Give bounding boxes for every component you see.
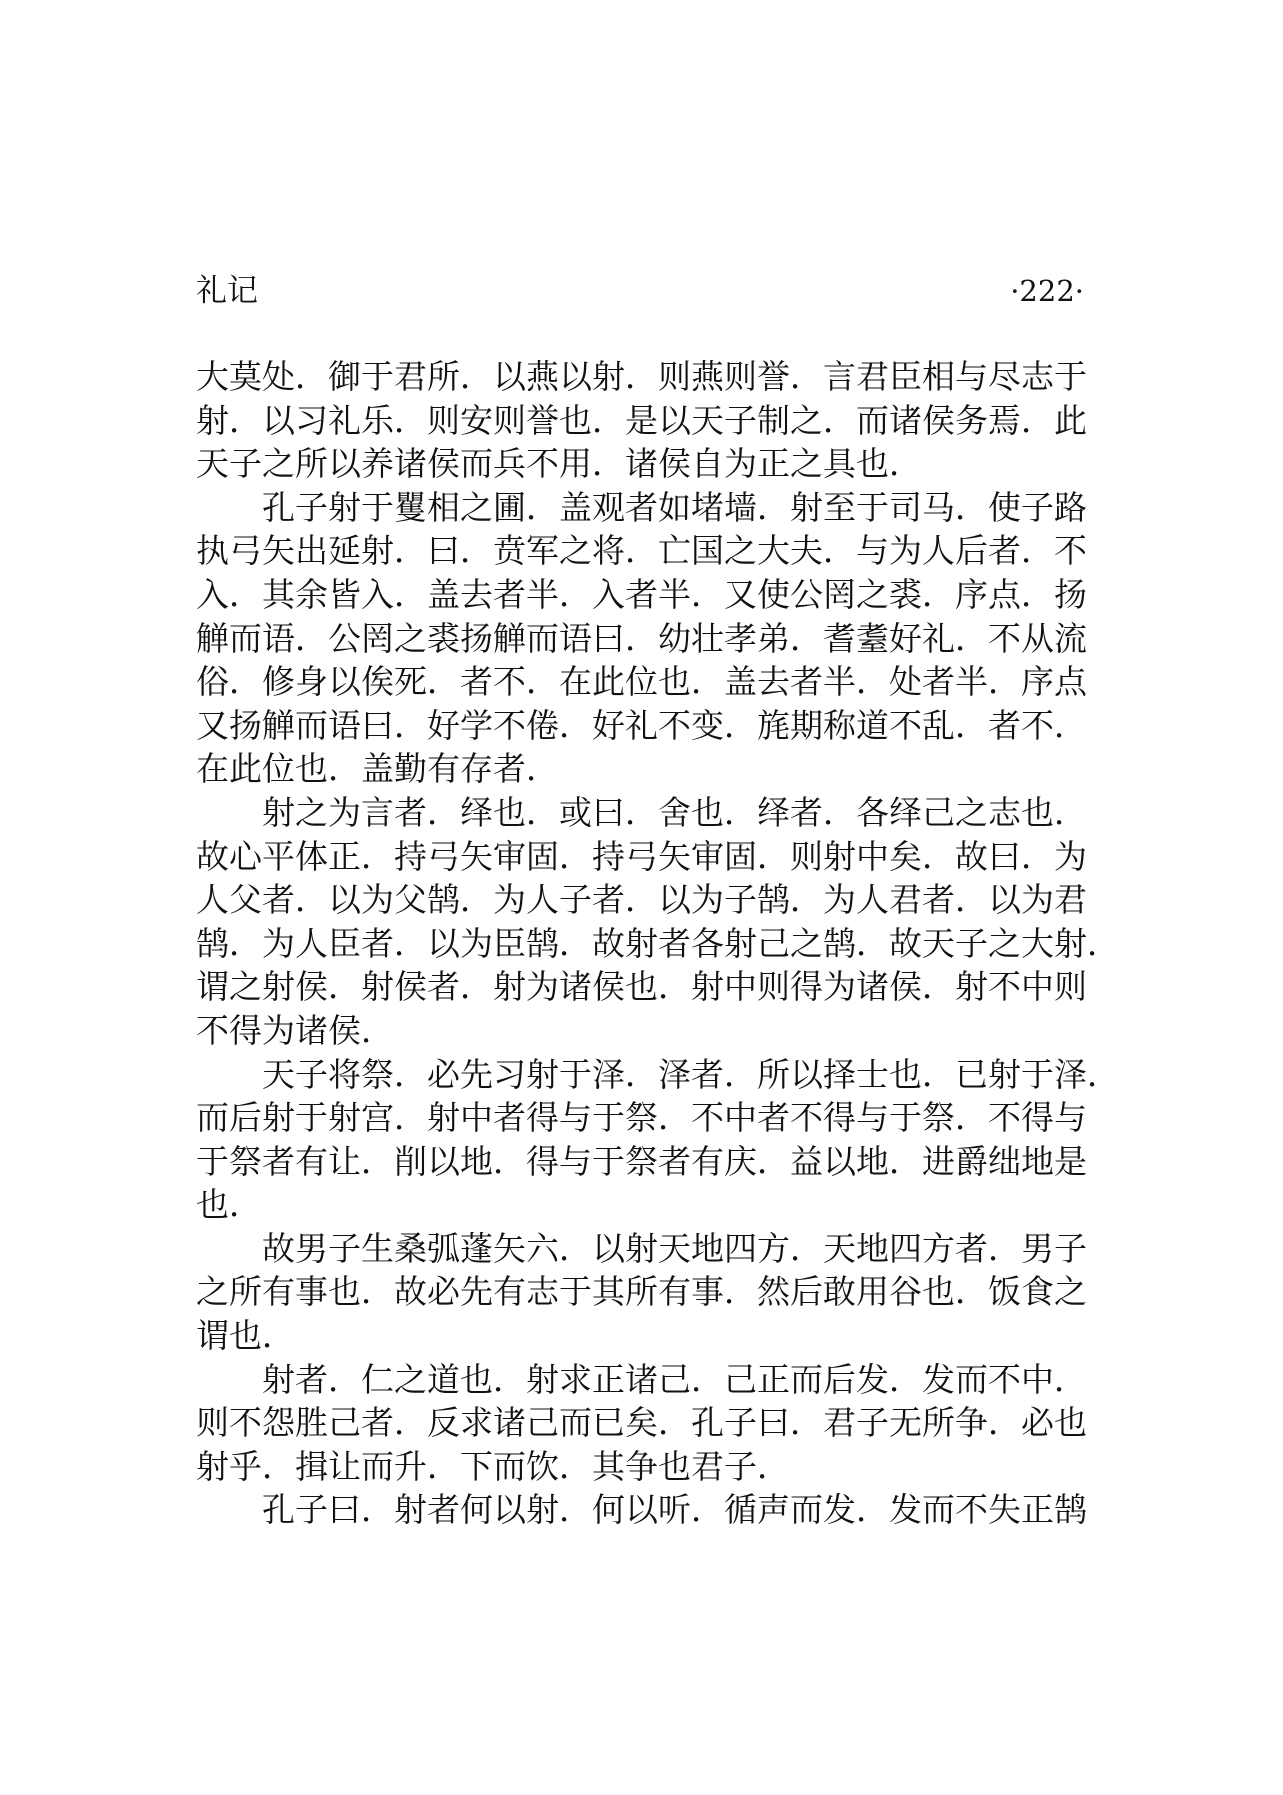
text-line: 射乎．揖让而升．下而饮．其争也君子． [196, 1446, 790, 1486]
running-head [196, 268, 1084, 314]
paragraph [196, 1488, 1096, 1532]
text-line: 天子之所以养诸侯而兵不用．诸侯自为正之具也． [196, 444, 922, 484]
text-line: 鹄．为人臣者．以为臣鹄．故射者各射己之鹄．故天子之大射． [196, 923, 1120, 963]
text-line: 孔子射于矍相之圃．盖观者如堵墙．射至于司马．使子路 [262, 487, 1087, 527]
paragraph [196, 1053, 1120, 1227]
text-line: 入．其余皆入．盖去者半．入者半．又使公罔之裘．序点．扬 [196, 574, 1087, 614]
text-line: 故男子生桑弧蓬矢六．以射天地四方．天地四方者．男子 [262, 1228, 1087, 1268]
text-line: 射之为言者．绎也．或曰．舍也．绎者．各绎己之志也． [262, 792, 1087, 832]
text-line: 孔子曰．射者何以射．何以听．循声而发．发而不失正鹄 [262, 1490, 1087, 1530]
text-line: 人父者．以为父鹄．为人子者．以为子鹄．为人君者．以为君 [196, 880, 1087, 920]
text-line: 在此位也．盖勤有存者． [196, 749, 559, 789]
paragraph [196, 355, 1096, 486]
text-line: 于祭者有让．削以地．得与于祭者有庆．益以地．进爵绌地是 [196, 1141, 1087, 1181]
text-line: 天子将祭．必先习射于泽．泽者．所以择士也．已射于泽． [262, 1054, 1120, 1094]
paragraph [196, 791, 1120, 1053]
text-line: 又扬觯而语曰．好学不倦．好礼不变．旄期称道不乱．者不． [196, 705, 1087, 745]
text-line: 也． [196, 1185, 262, 1225]
text-line: 执弓矢出延射．曰．贲军之将．亡国之大夫．与为人后者．不 [196, 531, 1087, 571]
text-line: 觯而语．公罔之裘扬觯而语曰．幼壮孝弟．耆耋好礼．不从流 [196, 618, 1087, 658]
text-line: 大莫处．御于君所．以燕以射．则燕则誉．言君臣相与尽志于 [196, 357, 1087, 396]
body-text [196, 355, 1120, 1532]
paragraph [196, 1358, 1096, 1489]
text-line: 不得为诸侯． [196, 1010, 394, 1050]
text-line: 谓也． [196, 1316, 295, 1356]
page-number: ·222· [1010, 274, 1084, 308]
text-line: 故心平体正．持弓矢审固．持弓矢审固．则射中矣．故曰．为 [196, 836, 1087, 876]
text-line: 俗．修身以俟死．者不．在此位也．盖去者半．处者半．序点 [196, 662, 1087, 702]
book-title: 礼记 [196, 273, 258, 309]
text-line: 射者．仁之道也．射求正诸己．己正而后发．发而不中． [262, 1359, 1087, 1399]
paragraph [196, 486, 1096, 791]
text-line: 则不怨胜己者．反求诸己而已矣．孔子曰．君子无所争．必也 [196, 1403, 1087, 1443]
text-line: 之所有事也．故必先有志于其所有事．然后敢用谷也．饭食之 [196, 1272, 1087, 1312]
text-line: 射．以习礼乐．则安则誉也．是以天子制之．而诸侯务焉．此 [196, 400, 1087, 440]
text-line: 谓之射侯．射侯者．射为诸侯也．射中则得为诸侯．射不中则 [196, 967, 1087, 1007]
text-line: 而后射于射宫．射中者得与于祭．不中者不得与于祭．不得与 [196, 1098, 1087, 1138]
paragraph [196, 1227, 1096, 1358]
